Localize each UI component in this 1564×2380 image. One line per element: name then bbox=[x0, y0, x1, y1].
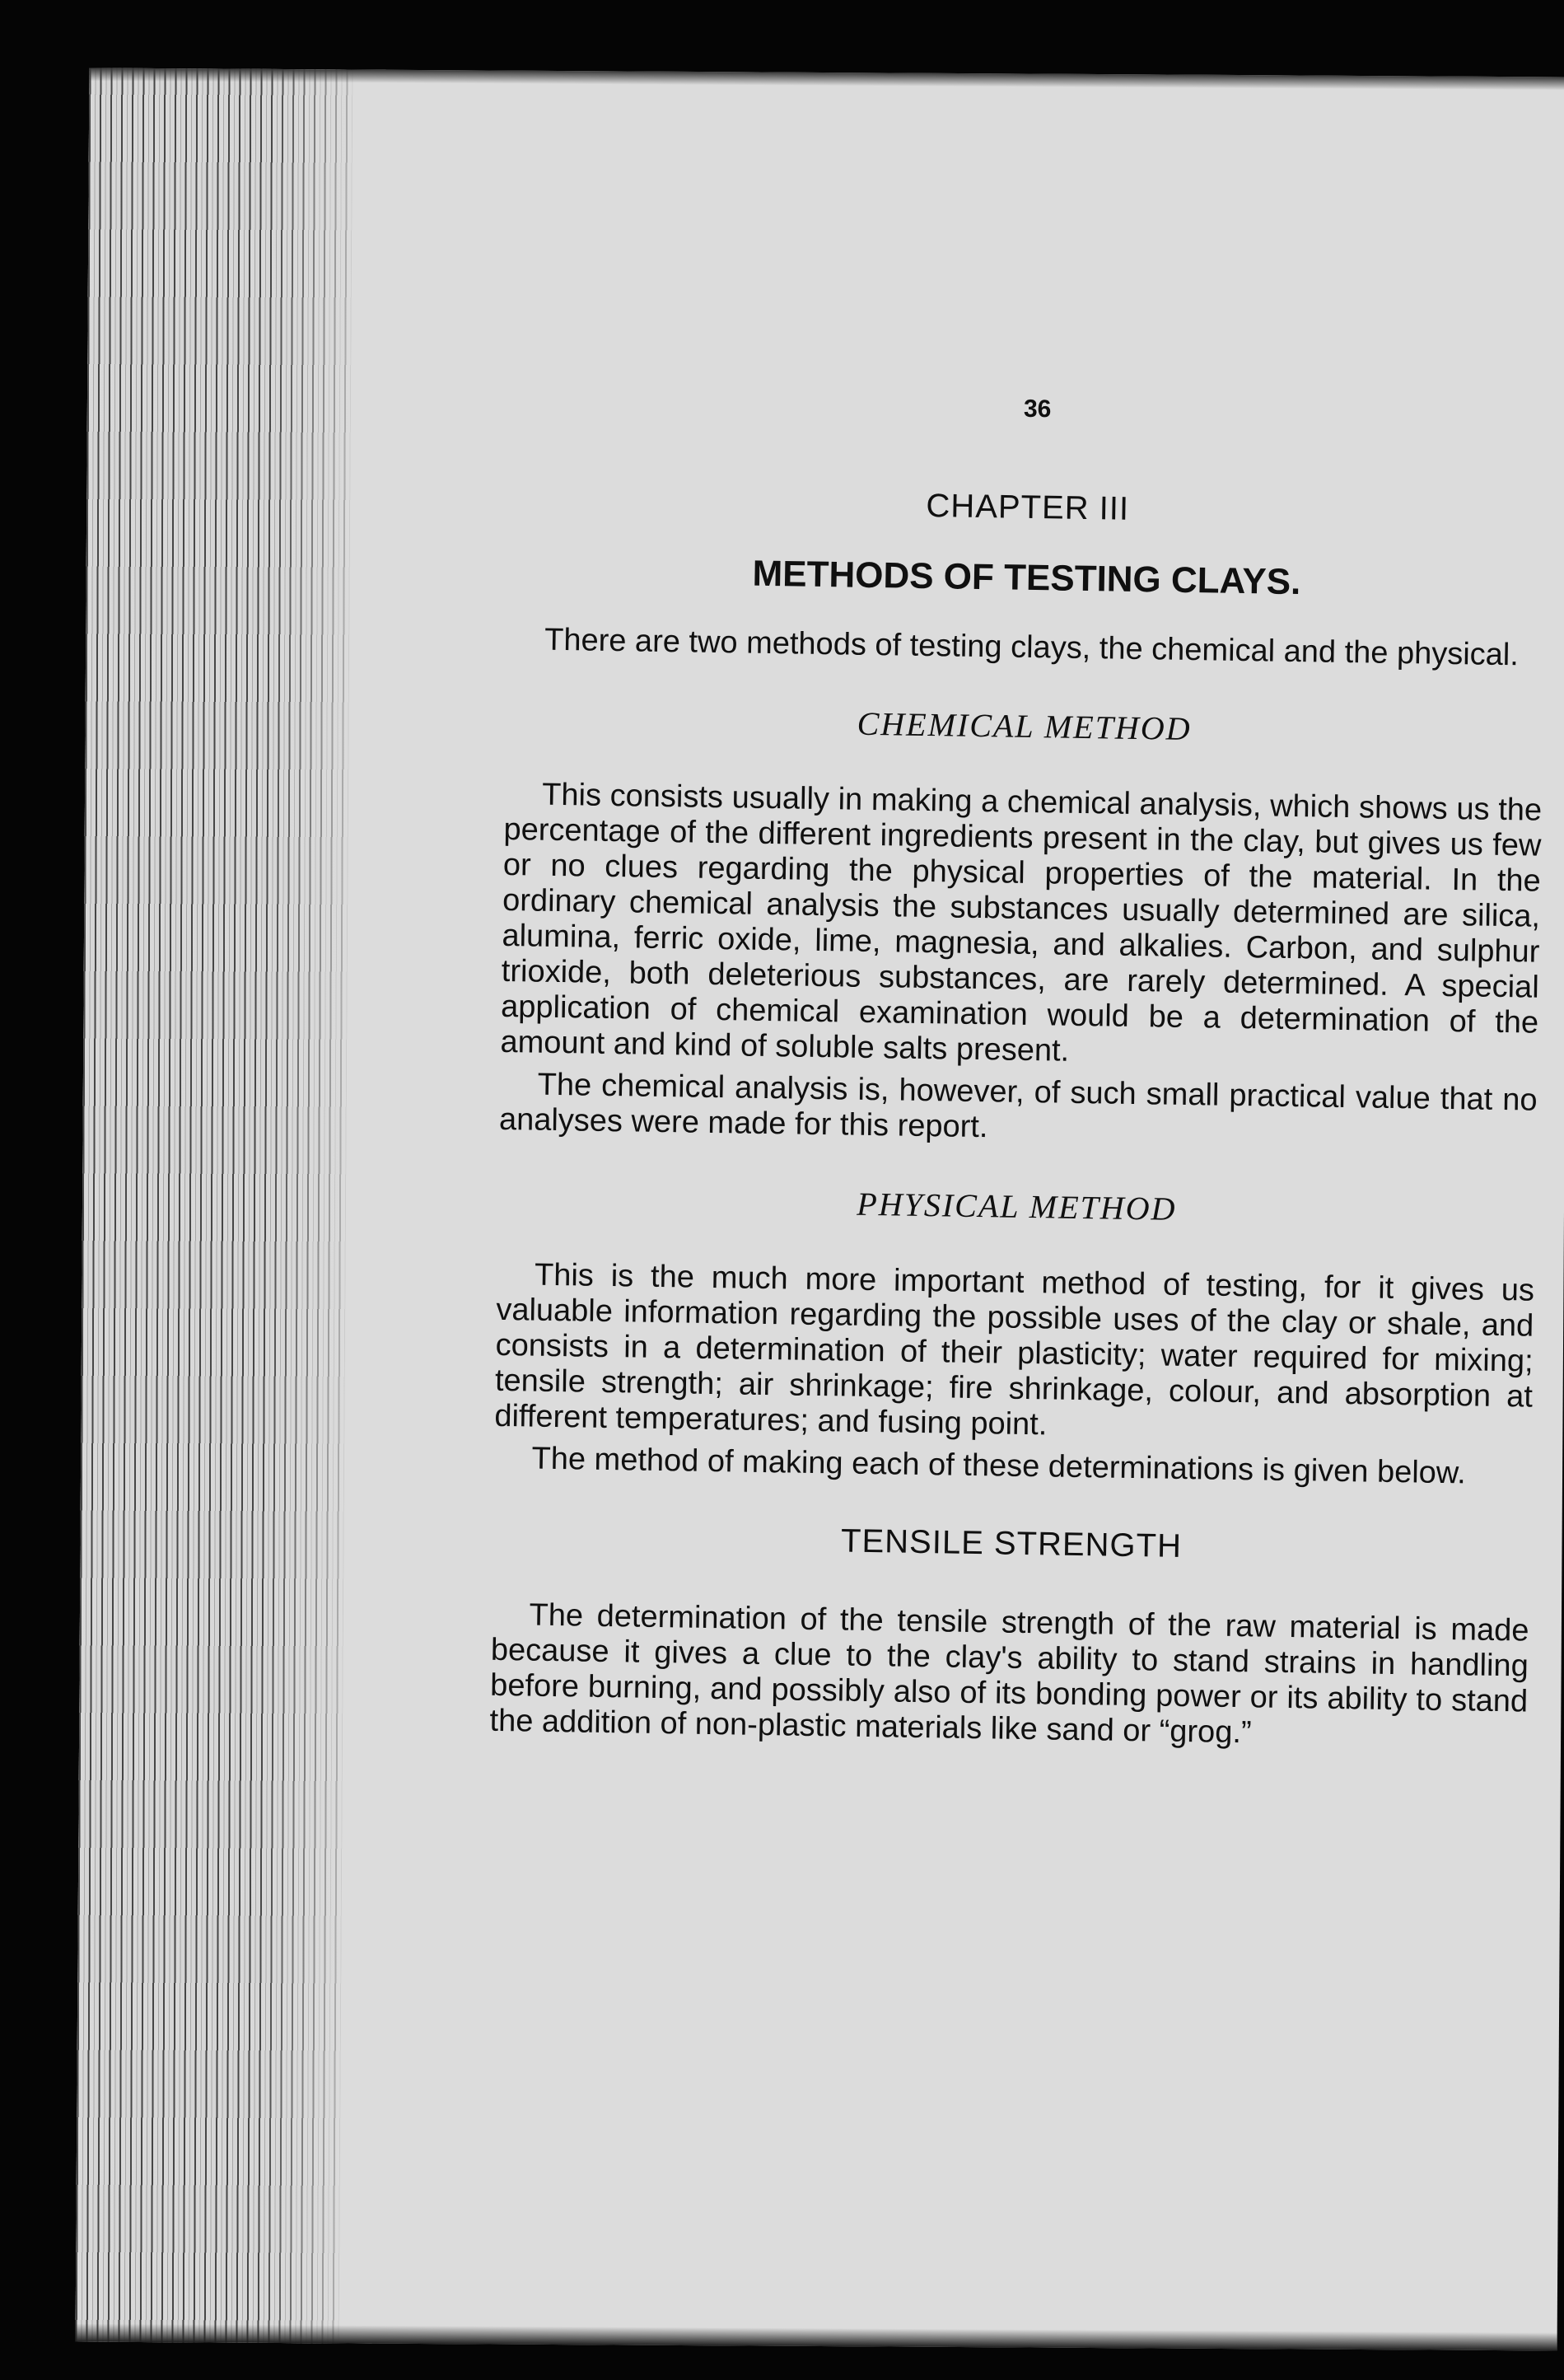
section-chemical bbox=[499, 699, 1543, 1154]
page-edges-fade bbox=[257, 69, 386, 2344]
section-physical bbox=[493, 1179, 1536, 1493]
chapter-heading: CHAPTER III bbox=[926, 487, 1130, 527]
page-shadow-bottom bbox=[76, 2323, 1557, 2350]
tensile-paragraph-1: The determination of the tensile strength of the raw material is made because it gives a clue to the clay's ability to stand strains in handling before burning, and possibly also of its bonding power or its ability to stand the addition of non-plastic materials like sand or “grog.” bbox=[489, 1597, 1529, 1751]
chemical-paragraph-1: This consists usually in making a chemical analysis, which shows us the percentage of the different ingredients present in the clay, but gives us few or no clues regarding the physical properties of the material. In the ordinary chemical analysis the substances usually determined are silica, alumina, ferric oxide, lime, magnesia, and alkalies. Carbon, and sulphur trioxide, both deleterious substances, are rarely determined. A special application of chemical examination would be a determination of the amount and kind of soluble salts present. bbox=[500, 777, 1543, 1068]
page-text-area bbox=[489, 387, 1548, 1756]
physical-paragraph-1: This is the much more important method of testing, for it gives us valuable information regarding the possible uses of the clay or shale, and consists in a determination of their plasticity; water required for mixing; tensile strength; air shrinkage; fire shrinkage, colour, and absorption at different temperatures; and fusing point. bbox=[494, 1257, 1535, 1442]
section-heading-physical: PHYSICAL METHOD bbox=[857, 1185, 1177, 1227]
page-title: METHODS OF TESTING CLAYS. bbox=[752, 553, 1301, 603]
chemical-paragraph-2: The chemical analysis is, however, of such small practical value that no analyses were made for this report. bbox=[498, 1067, 1538, 1145]
physical-paragraph-2: The method of making each of these determinations is given below. bbox=[531, 1441, 1467, 1491]
section-heading-tensile: TENSILE STRENGTH bbox=[840, 1522, 1183, 1564]
section-heading-chemical: CHEMICAL METHOD bbox=[857, 704, 1192, 748]
section-tensile bbox=[489, 1517, 1530, 1756]
intro-paragraph: There are two methods of testing clays, the chemical and the physical. bbox=[544, 622, 1520, 673]
page-number: 36 bbox=[1023, 395, 1052, 423]
